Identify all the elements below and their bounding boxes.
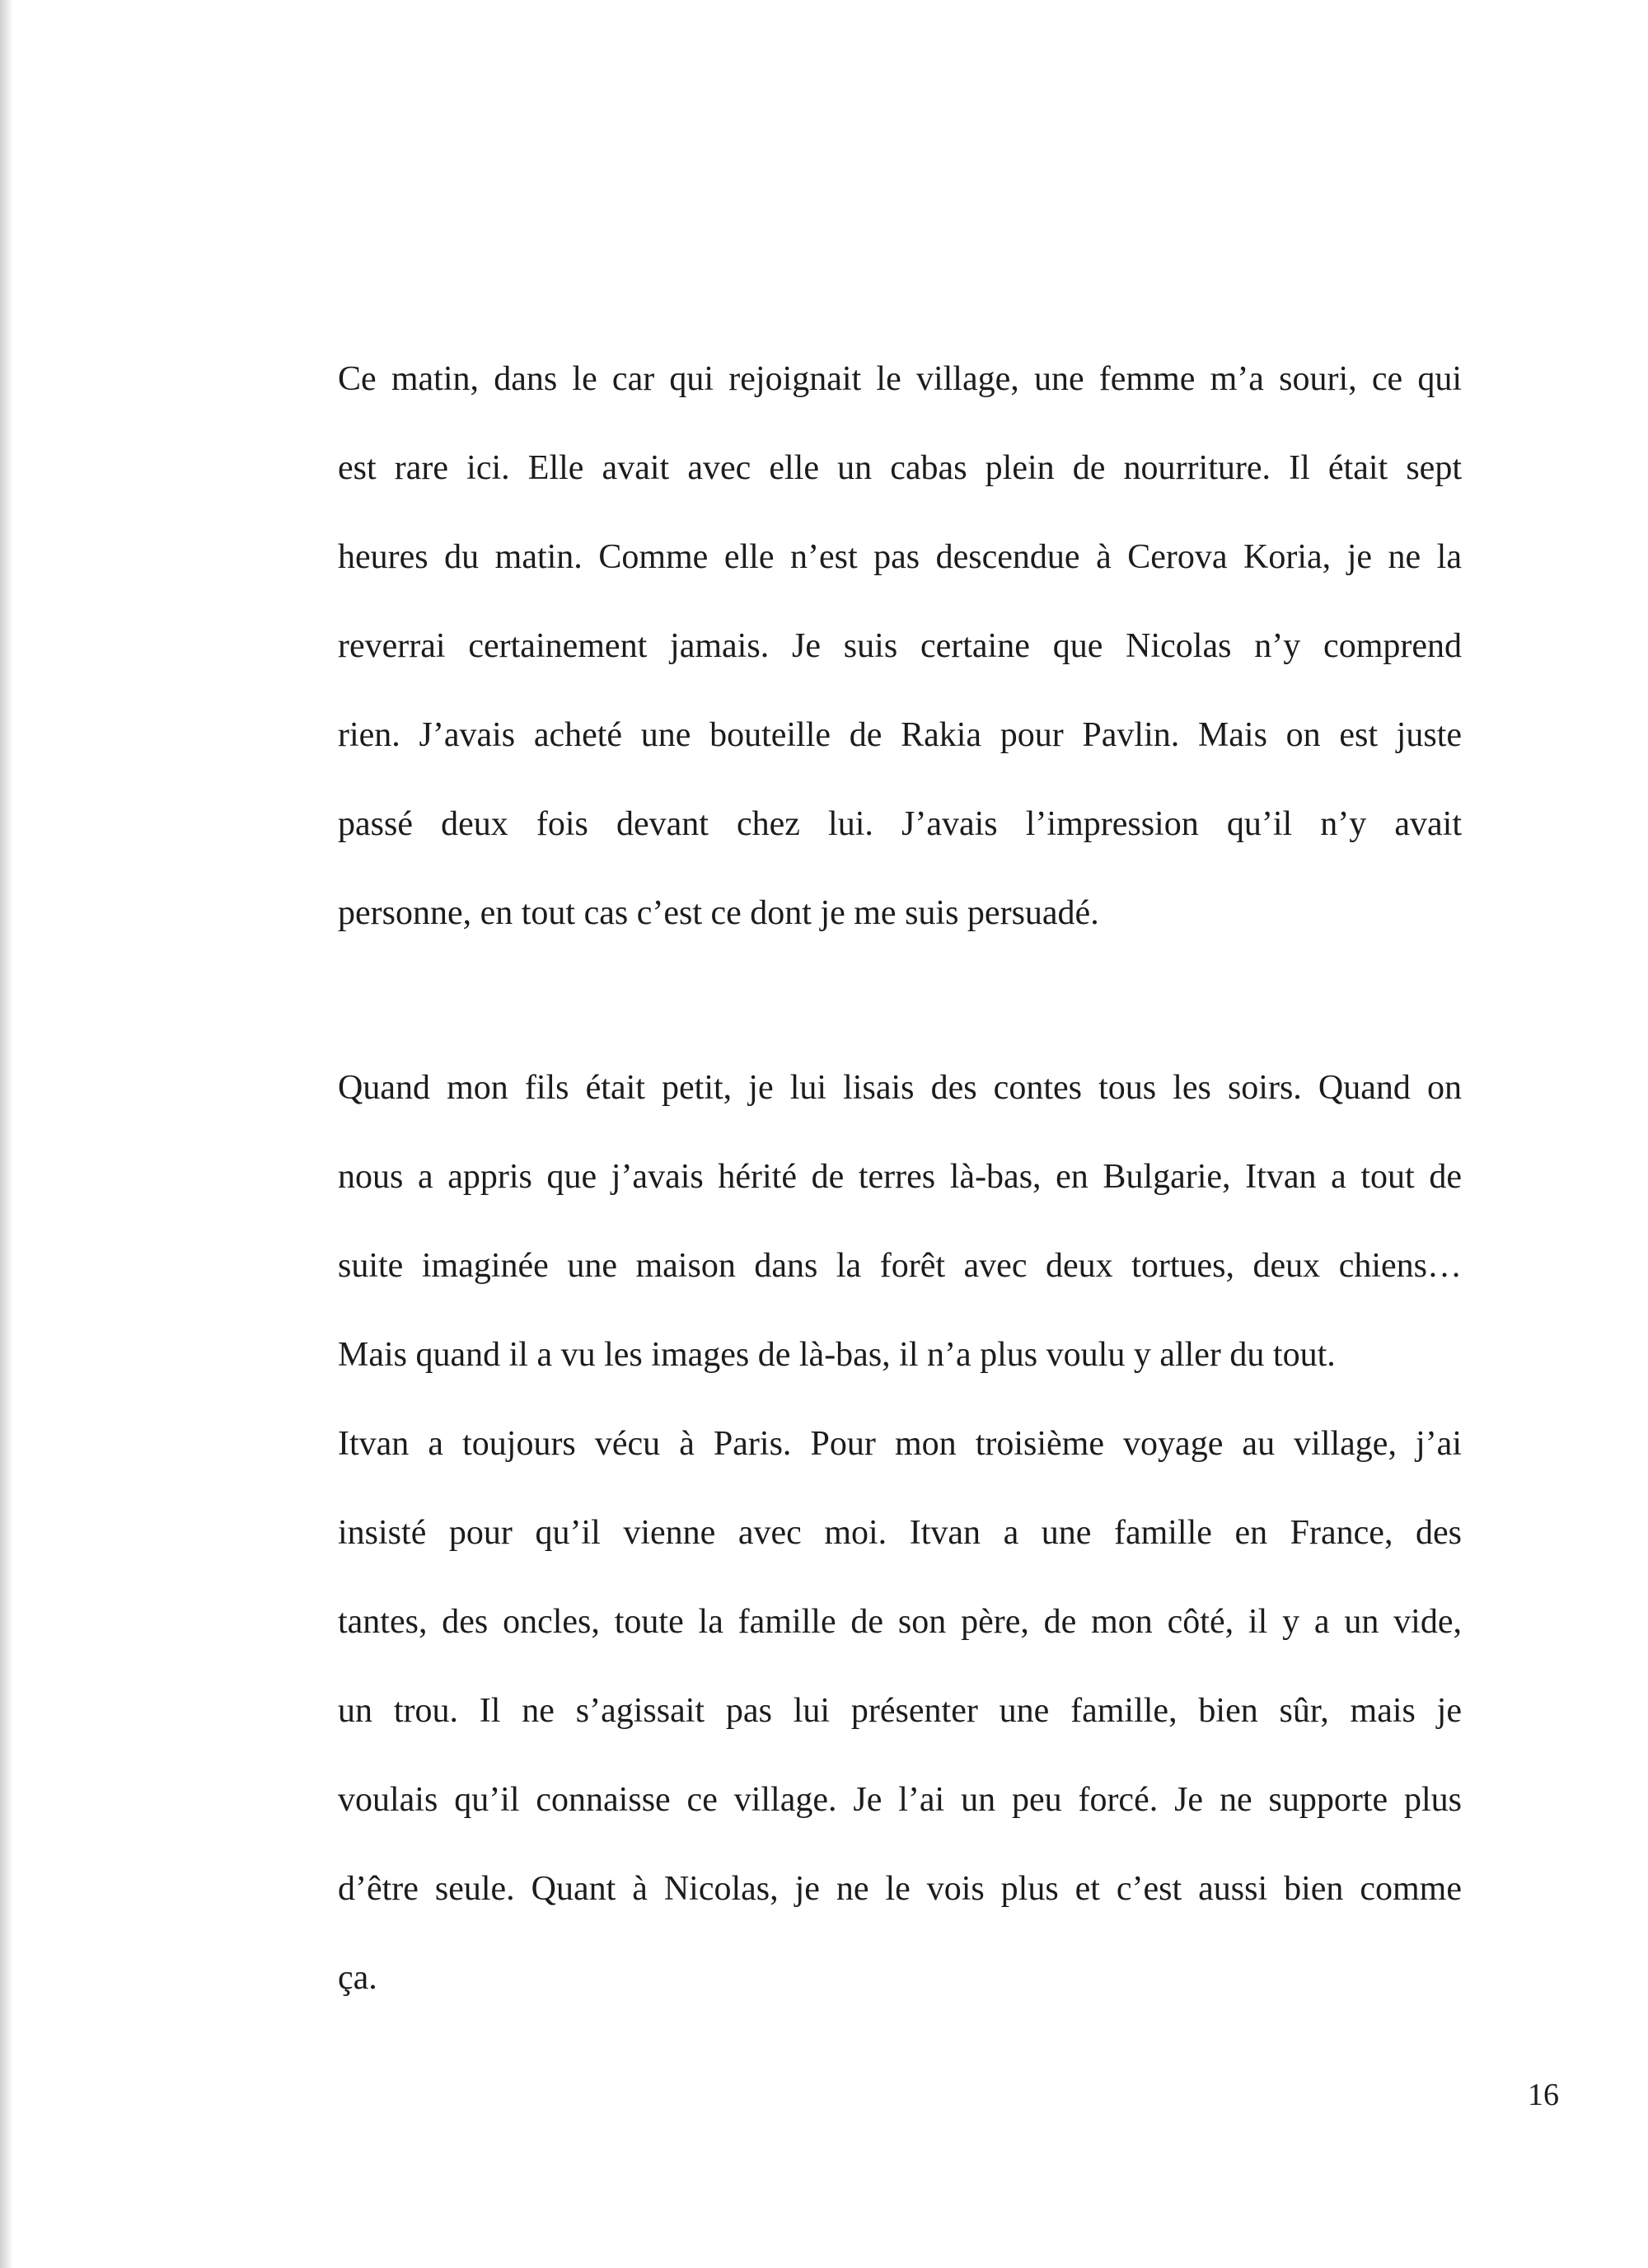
text-line: Mais quand il a vu les images de là-bas, il n’a plus voulu y aller du tout. <box>338 1336 1336 1374</box>
text-line: Ce matin, dans le car qui rejoignait le village, une femme m’a souri, ce qui <box>338 360 1462 398</box>
text-line: heures du matin. Comme elle n’est pas descendue à Cerova Koria, je ne la <box>338 538 1462 576</box>
text-line: rien. J’avais acheté une bouteille de Rakia pour Pavlin. Mais on est juste <box>338 716 1462 754</box>
text-line: passé deux fois devant chez lui. J’avais l’impression qu’il n’y avait <box>338 805 1462 843</box>
text-line: tantes, des oncles, toute la famille de son père, de mon côté, il y a un vide, <box>338 1603 1462 1641</box>
text-line: d’être seule. Quant à Nicolas, je ne le vois plus et c’est aussi bien comme <box>338 1870 1462 1908</box>
text-line: Itvan a toujours vécu à Paris. Pour mon troisième voyage au village, j’ai <box>338 1425 1462 1463</box>
text-line: nous a appris que j’avais hérité de terres là-bas, en Bulgarie, Itvan a tout de <box>338 1158 1462 1196</box>
text-line: voulais qu’il connaisse ce village. Je l’ai un peu forcé. Je ne supporte plus <box>338 1781 1462 1819</box>
page-number: 16 <box>1528 2078 1559 2112</box>
text-line: est rare ici. Elle avait avec elle un cabas plein de nourriture. Il était sept <box>338 449 1462 487</box>
text-line: ça. <box>338 1959 377 1997</box>
text-line: personne, en tout cas c’est ce dont je me suis persuadé. <box>338 894 1099 932</box>
text-line: suite imaginée une maison dans la forêt avec deux tortues, deux chiens… <box>338 1247 1462 1285</box>
text-line: insisté pour qu’il vienne avec moi. Itvan a une famille en France, des <box>338 1514 1462 1552</box>
text-line: reverrai certainement jamais. Je suis certaine que Nicolas n’y comprend <box>338 627 1462 665</box>
scan-shadow-edge <box>0 0 13 2268</box>
text-line: un trou. Il ne s’agissait pas lui présenter une famille, bien sûr, mais je <box>338 1692 1462 1730</box>
paragraph-1 <box>338 335 1462 958</box>
text-line: Quand mon fils était petit, je lui lisais des contes tous les soirs. Quand on <box>338 1069 1462 1107</box>
paragraph-2 <box>338 1043 1462 2022</box>
